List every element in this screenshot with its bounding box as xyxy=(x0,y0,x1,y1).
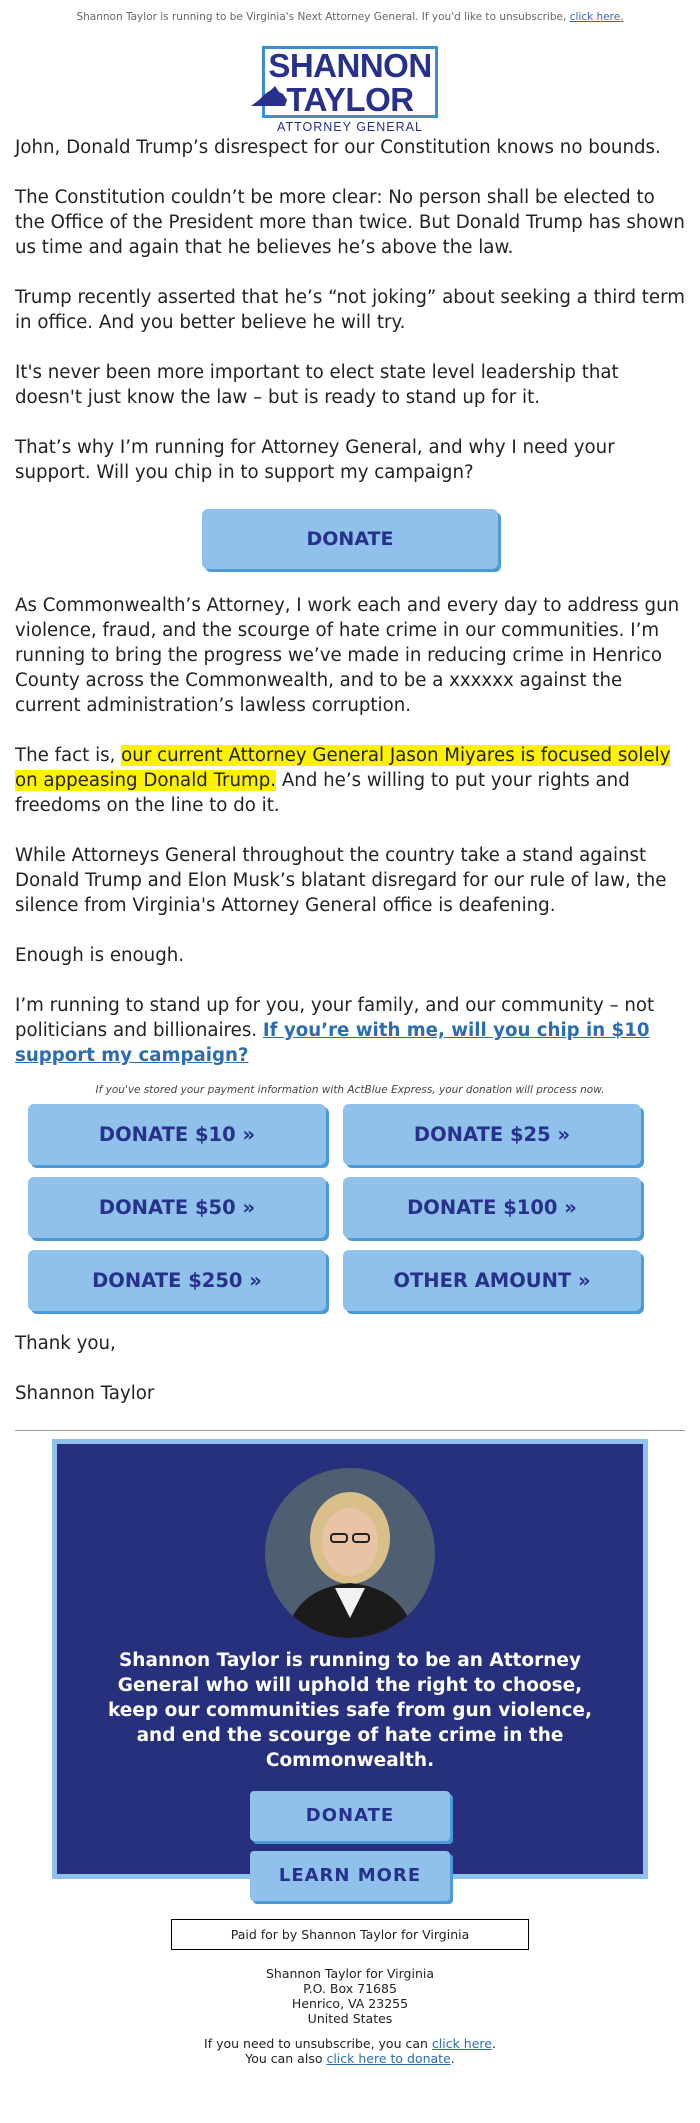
donate-period: . xyxy=(450,2051,455,2066)
donate-250-button[interactable]: DONATE $250 » xyxy=(28,1250,326,1311)
thanks-line: Thank you, xyxy=(15,1333,116,1354)
paragraph-1: John, Donald Trump’s disrespect for our Constitution knows no bounds. xyxy=(15,137,661,158)
donation-amount-grid xyxy=(0,1104,700,1311)
chip-in-link[interactable]: If you’re with me, will you chip in $10 support my campaign? xyxy=(15,1020,650,1066)
notice-text: Shannon Taylor is running to be Virginia's Next Attorney General. If you'd like to unsubscribe, xyxy=(76,11,567,23)
candidate-photo xyxy=(265,1468,435,1638)
learn-more-button[interactable]: LEARN MORE xyxy=(250,1851,450,1901)
paragraph-10-start: I’m running to stand up for you, your family, and our community – not politicians and billionaires. xyxy=(15,995,655,1041)
address-line-1: Shannon Taylor for Virginia xyxy=(265,1966,435,1981)
logo-frame xyxy=(262,46,438,118)
campaign-logo xyxy=(262,46,438,134)
donate-50-button[interactable]: DONATE $50 » xyxy=(28,1177,326,1238)
candidate-bio-panel xyxy=(52,1439,648,1886)
paragraph-7-end: And he’s willing to put your rights and freedoms on the line to do it. xyxy=(15,770,630,816)
paragraph-9: Enough is enough. xyxy=(15,945,185,966)
unsubscribe-text: If you need to unsubscribe, you can xyxy=(204,2036,432,2051)
unsubscribe-notice xyxy=(0,0,700,24)
actblue-express-note: If you've stored your payment information with ActBlue Express, your donation will process now. xyxy=(95,1084,605,1096)
donate-button[interactable]: DONATE xyxy=(202,509,498,569)
address-line-3: Henrico, VA 23255 xyxy=(291,1996,409,2011)
paragraph-4: It's never been more important to elect state level leadership that doesn't just know the law – but is ready to stand up for it. xyxy=(15,362,619,408)
paid-for-disclaimer: Paid for by Shannon Taylor for Virginia xyxy=(171,1919,529,1950)
donate-100-button[interactable]: DONATE $100 » xyxy=(343,1177,641,1238)
signature: Shannon Taylor xyxy=(15,1383,155,1404)
paragraph-2: The Constitution couldn’t be more clear: No person shall be elected to the Office of the President more than twice. But Donald Trump has shown us time and again that he believes he’s above the law. xyxy=(15,187,685,258)
paragraph-7-start: The fact is, xyxy=(15,745,122,766)
highlighted-statement: our current Attorney General Jason Miyares is focused solely on appeasing Donald Trump. xyxy=(15,745,671,791)
donate-text: You can also xyxy=(245,2051,327,2066)
bio-statement: Shannon Taylor is running to be an Attorney General who will uphold the right to choose, keep our communities safe from gun violence, and end the scourge of hate crime in the Commonwealth. xyxy=(108,1650,592,1771)
paragraph-10 xyxy=(15,993,685,1068)
donate-25-button[interactable]: DONATE $25 » xyxy=(343,1104,641,1165)
logo-line-taylor xyxy=(265,83,435,117)
bio-donate-button[interactable]: DONATE xyxy=(250,1791,450,1841)
logo-subtitle: ATTORNEY GENERAL xyxy=(277,120,423,134)
paragraph-8: While Attorneys General throughout the country take a stand against Donald Trump and Elon Musk’s blatant disregard for our rule of law, the silence from Virginia's Attorney General office is deafening. xyxy=(15,845,667,916)
address-line-4: United States xyxy=(307,2011,393,2026)
paragraph-5: That’s why I’m running for Attorney General, and why I need your support. Will you chip in to support my campaign? xyxy=(15,437,615,483)
logo-taylor-text: TAYLOR xyxy=(286,81,414,118)
paragraph-6: As Commonwealth’s Attorney, I work each and every day to address gun violence, fraud, and the scourge of hate crime in our communities. I’m running to bring the progress we’ve made in reducing crime in Henrico County across the Commonwealth, and to be a xxxxxx against the current administration’s lawless corruption. xyxy=(15,595,680,716)
unsubscribe-period: . xyxy=(491,2036,496,2051)
logo-line-shannon: SHANNON xyxy=(268,47,432,84)
unsubscribe-footer-link[interactable]: click here xyxy=(431,2036,492,2051)
donate-10-button[interactable]: DONATE $10 » xyxy=(28,1104,326,1165)
donate-footer-link[interactable]: click here to donate xyxy=(326,2051,451,2066)
virginia-state-icon xyxy=(249,86,289,108)
unsubscribe-top-link[interactable]: click here. xyxy=(569,11,624,23)
paragraph-3: Trump recently asserted that he’s “not joking” about seeking a third term in office. And you better believe he will try. xyxy=(15,287,685,333)
candidate-portrait-icon xyxy=(265,1468,435,1638)
paragraph-7 xyxy=(15,743,685,818)
mailing-address xyxy=(0,1966,700,2026)
footer-links xyxy=(0,2036,700,2066)
unsubscribe-line xyxy=(0,2036,700,2051)
other-amount-button[interactable]: OTHER AMOUNT » xyxy=(343,1250,641,1311)
address-line-2: P.O. Box 71685 xyxy=(303,1981,397,1996)
donate-line xyxy=(0,2051,700,2066)
